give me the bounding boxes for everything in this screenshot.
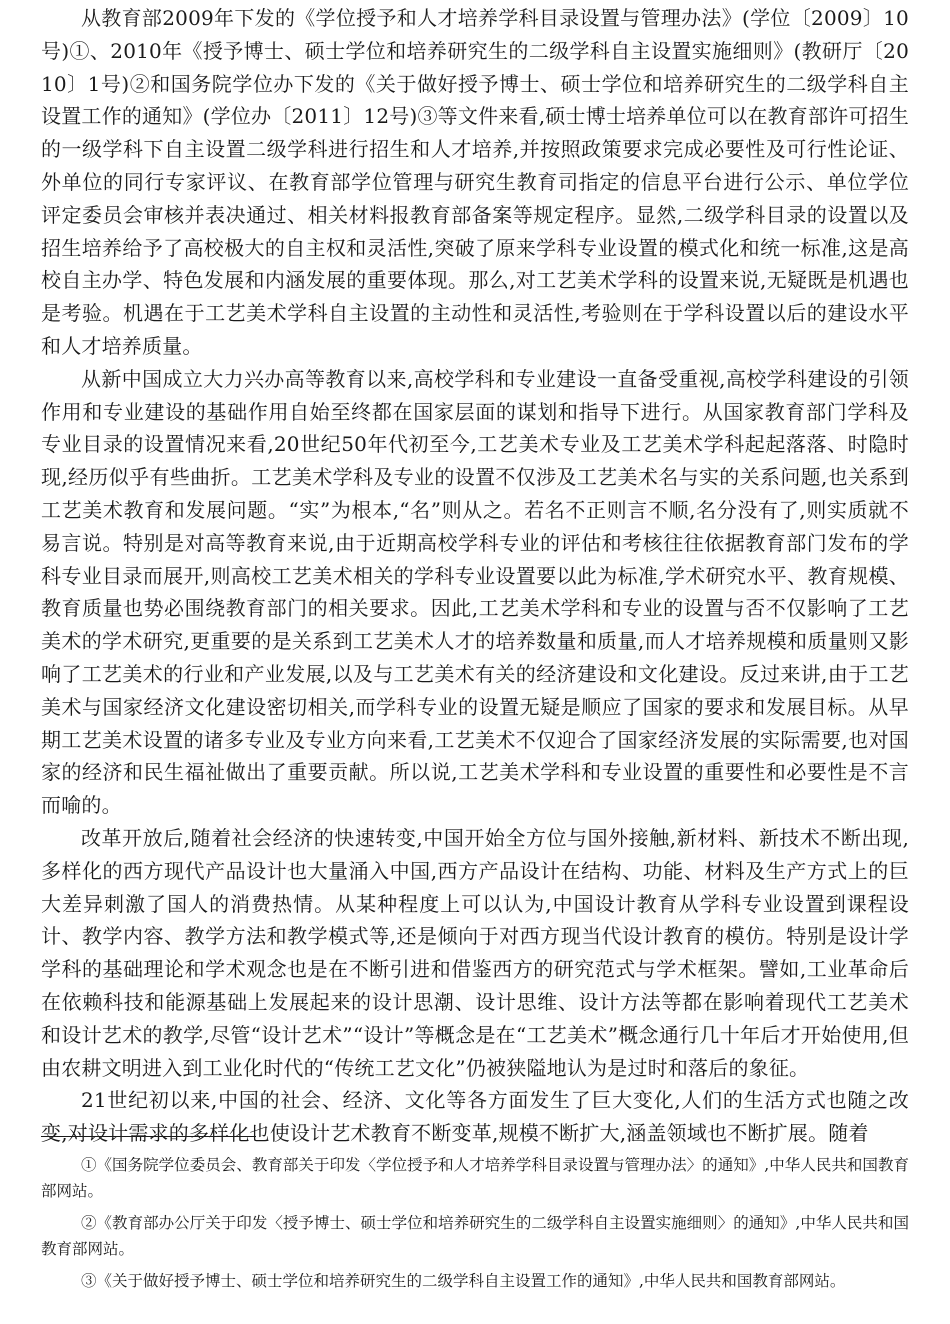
- paragraph-1: 从教育部2009年下发的《学位授予和人才培养学科目录设置与管理办法》(学位〔2009〕10号)①、2010年《授予博士、硕士学位和培养研究生的二级学科自主设置实施细则》(教研厅〔2010〕1号)②和国务院学位办下发的《关于做好授予博士、硕士学位和培养研究生的二级学科自主设置工作的通知》(学位办〔2011〕12号)③等文件来看,硕士博士培养单位可以在教育部许可招生的一级学科下自主设置二级学科进行招生和人才培养,并按照政策要求完成必要性及可行性论证、外单位的同行专家评议、在教育部学位管理与研究生教育司指定的信息平台进行公示、单位学位评定委员会审核并表决通过、相关材料报教育部备案等规定程序。显然,二级学科目录的设置以及招生培养给予了高校极大的自主权和灵活性,突破了原来学科专业设置的模式化和统一标准,这是高校自主办学、特色发展和内涵发展的重要体现。那么,对工艺美术学科的设置来说,无疑既是机遇也是考验。机遇在于工艺美术学科自主设置的主动性和灵活性,考验则在于学科设置以后的建设水平和人才培养质量。: [41, 6, 909, 358]
- body-text: [41, 2, 909, 1150]
- paragraph-3: 改革开放后,随着社会经济的快速转变,中国开始全方位与国外接触,新材料、新技术不断出现,多样化的西方现代产品设计也大量涌入中国,西方产品设计在结构、功能、材料及生产方式上的巨大差异刺激了国人的消费热情。从某种程度上可以认为,中国设计教育从学科专业设置到课程设计、教学内容、教学方法和教学模式等,还是倾向于对西方现当代设计教育的模仿。特别是设计学学科的基础理论和学术观念也是在不断引进和借鉴西方的研究范式与学术框架。譬如,工业革命后在依赖科技和能源基础上发展起来的设计思潮、设计思维、设计方法等都在影响着现代工艺美术和设计艺术的教学,尽管“设计艺术”“设计”等概念是在“工艺美术”概念通行几十年后才开始使用,但由农耕文明进入到工业化时代的“传统工艺文化”仍被狭隘地认为是过时和落后的象征。: [41, 825, 909, 1080]
- footnote-separator: [41, 1136, 256, 1137]
- footnote-2: ②《教育部办公厅关于印发〈授予博士、硕士学位和培养研究生的二级学科自主设置实施细则〉的通知》,中华人民共和国教育部网站。: [41, 1214, 909, 1258]
- footnotes: [41, 1152, 909, 1300]
- footnote-3: ③《关于做好授予博士、硕士学位和培养研究生的二级学科自主设置工作的通知》,中华人民共和国教育部网站。: [81, 1272, 846, 1290]
- paragraph-2: 从新中国成立大力兴办高等教育以来,高校学科和专业建设一直备受重视,高校学科建设的引领作用和专业建设的基础作用自始至终都在国家层面的谋划和指导下进行。从国家教育部门学科及专业目录的设置情况来看,20世纪50年代初至今,工艺美术专业及工艺美术学科起起落落、时隐时现,经历似乎有些曲折。工艺美术学科及专业的设置不仅涉及工艺美术名与实的关系问题,也关系到工艺美术教育和发展问题。“实”为根本,“名”则从之。若名不正则言不顺,名分没有了,则实质就不易言说。特别是对高等教育来说,由于近期高校学科专业的评估和考核往往依据教育部门发布的学科专业目录而展开,则高校工艺美术相关的学科专业设置要以此为标准,学术研究水平、教育规模、教育质量也势必围绕教育部门的相关要求。因此,工艺美术学科和专业的设置与否不仅影响了工艺美术的学术研究,更重要的是关系到工艺美术人才的培养数量和质量,而人才培养规模和质量则又影响了工艺美术的行业和产业发展,以及与工艺美术有关的经济建设和文化建设。反过来讲,由于工艺美术与国家经济文化建设密切相关,而学科专业的设置无疑是顺应了国家的要求和发展目标。从早期工艺美术设置的诸多专业及专业方向来看,工艺美术不仅迎合了国家经济发展的实际需要,也对国家的经济和民生福祉做出了重要贡献。所以说,工艺美术学科和专业设置的重要性和必要性是不言而喻的。: [41, 366, 909, 818]
- document-page: [41, 0, 909, 1150]
- footnote-1: ①《国务院学位委员会、教育部关于印发〈学位授予和人才培养学科目录设置与管理办法〉的通知》,中华人民共和国教育部网站。: [41, 1156, 909, 1200]
- paragraph-4: 21世纪初以来,中国的社会、经济、文化等各方面发生了巨大变化,人们的生活方式也随之改变,对设计需求的多样化也使设计艺术教育不断变革,规模不断扩大,涵盖领域也不断扩展。随着: [41, 1088, 909, 1146]
